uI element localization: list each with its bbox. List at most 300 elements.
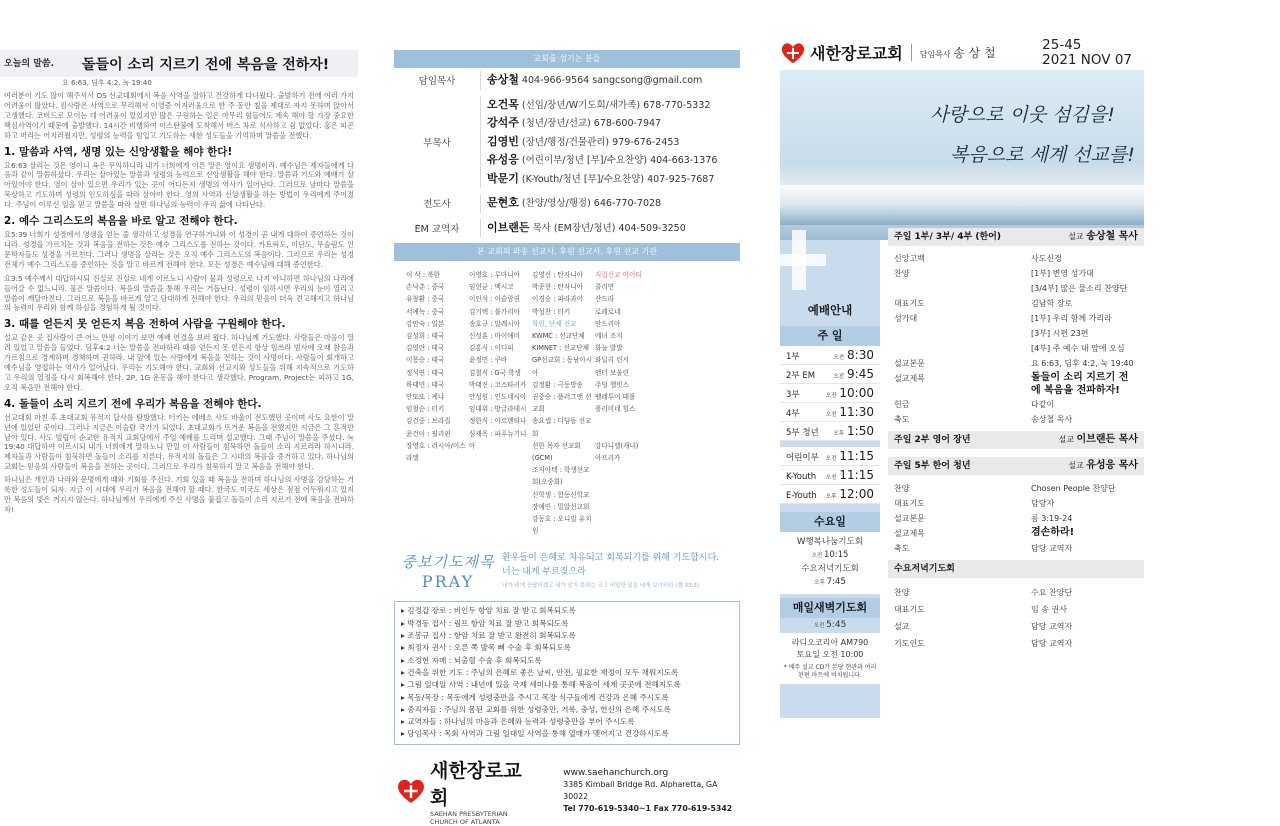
pray-verse-line-2: 너는 내게 부르짖으라 xyxy=(502,567,586,578)
sermon-point-3-text: 설교 같은 곳 집사람이 큰 어느 만평 이야기 보면 예배 연결을 보러 왔다. 하나님께 기도했다. 사람들은 마음이 열려 있었고 말씀을 들었다. 딤후4:2 너는 말씀을 전파하라 때를 얻든지 못 얻든지 항상 힘쓰라 범사에 오래 참음과 가르침으로 경계하며 경책하며 권하라. 내 앞에 있는 사람에게 복음을 전하는 것이 사명이다. 사람들이 회개하고 예수님을 영접하는 역사가 일어났다. 우리는 기도해야 한다. 교회와 선교지와 성도들을 위해 지속적으로 기도하고 우리의 열정을 다시 회복해야 한다. 2P, 1G 운동을 해야 한다고 생각했다. Program, Project는 피하고 1G, 오직 복음만 전해야 한다. xyxy=(4,333,354,392)
order-key: 축도 xyxy=(894,415,910,424)
missions-column xyxy=(406,269,469,537)
sermon-point-1-title: 1. 말씀과 사역, 생명 있는 신앙생활을 해야 한다! xyxy=(4,145,233,158)
service-time xyxy=(826,485,874,507)
order-value: [1부] 변영 성가대 xyxy=(1031,269,1094,278)
issue-date-text: 2021 NOV 07 xyxy=(1042,51,1132,68)
order-key xyxy=(894,341,1031,356)
staff-row xyxy=(394,96,740,189)
order-row xyxy=(888,601,1144,618)
mission-item: 엔터 보울린 xyxy=(595,368,629,377)
banner-line-2: 복음으로 세계 선교를! xyxy=(950,144,1135,166)
order-value: 담당 교역자 xyxy=(1031,622,1073,631)
bullet-icon: ▸ xyxy=(401,704,408,714)
prayer-item xyxy=(401,704,735,716)
order-value: 담당 교역자 xyxy=(1031,639,1073,648)
service-row xyxy=(780,447,880,466)
order-key: 설교본문 xyxy=(894,514,925,523)
prayer-item xyxy=(401,728,735,740)
mission-item xyxy=(595,415,685,427)
service-clock: 12:00 xyxy=(839,487,874,501)
radio-station: 라디오코리아 AM790 xyxy=(791,638,869,647)
staff-role: 전도사 xyxy=(423,199,451,211)
staff-line xyxy=(487,170,740,189)
staff-name: 유성응 xyxy=(487,153,519,166)
staff-bar: 교회를 섬기는 분들 xyxy=(394,50,740,68)
sermon-point-1-text: 요6:63 살리는 것은 영이니 육은 무익하니라 내가 너희에게 이른 말은 영이요 생명이라. 예수님은 제자들에게 다음과 같이 말씀하셨다. 우리는 살아있는 말씀과 성령의 능력으로 신앙생활을 해야 한다. 말씀과 기도와 예배가 살아있어야 한다. 영이 살아 있으면 우리가 있는 곳이 어디든지 생명의 역사가 일어난다. 그러므로 날마다 말씀을 묵상하고 기도하며 성령의 인도하심을 따라 살아야 한다. 영의 사역과 신앙생활을 하는 방법이 우리에게 주어졌다. 주님이 이루신 일을 믿고 말씀을 따라 살면 하나님의 능력이 우리 삶에 나타난다. xyxy=(4,160,354,210)
mission-item: 강동호 : 오니빌 유치원 xyxy=(532,515,592,536)
mission-item: 박성찬 : 터키 xyxy=(532,307,571,316)
service-ampm: 오전 xyxy=(825,412,837,418)
missions-column xyxy=(532,269,595,537)
prayer-text: 박경동 집사 : 림프 항암 치료 잘 받고 회복되도록 xyxy=(407,618,569,628)
prayer-text: 중직자들 : 주님의 몸된 교회를 위한 성령충만, 거룩, 충성, 헌신의 은혜 주시도록 xyxy=(407,704,671,714)
mission-item: 김건중 : 브라질 xyxy=(406,417,451,426)
staff-name: 오건목 xyxy=(487,97,519,111)
bullet-icon: ▸ xyxy=(401,618,408,628)
mission-item: 정한식 : 아르헨티나 xyxy=(469,417,527,426)
service-name: 3부 xyxy=(786,390,800,400)
order-value: 사도신경 xyxy=(1031,254,1062,263)
mission-item: 안또또 : 케냐 xyxy=(406,393,445,402)
bullet-icon: ▸ xyxy=(401,680,408,690)
service-name: 어린이부 xyxy=(786,453,819,463)
sermon-reference: 요 6:63, 딤후 4:2, 눅 19:40 xyxy=(62,79,152,87)
service-clock: 1:50 xyxy=(847,424,874,438)
mission-item: 김홍식 : 이디피 xyxy=(469,344,514,353)
prayer-item xyxy=(401,679,735,691)
staff-lines xyxy=(480,194,740,213)
prayer-text: 조봉규 집사 : 항암 치료 잘 받고 완전히 회복되도록 xyxy=(407,631,576,641)
mission-item: 조지아텍 : 학생선교회(오중회) xyxy=(532,466,590,487)
mission-item: 이영호 : 루마니아 xyxy=(469,271,521,279)
middle-column xyxy=(394,50,740,826)
staff-line xyxy=(487,71,740,90)
prayer-item xyxy=(401,667,735,679)
service-name: K-Youth xyxy=(786,472,817,482)
order-key xyxy=(894,326,1031,341)
mission-item xyxy=(595,428,685,440)
sermon-point-4-text: 선교대회 마친 후 초대교회 유적지 답사를 탐방했다. 터키는 에베소 사도 바울이 전도했던 곳이며 사도 요한이 말년에 있었던 곳이다. 그러나 지금은 이슬람 국가가 되었다. 초대교회가 뜨거운 복음을 전했지만 지금은 그 흔적만 남아 있다. 사도 빌립이 순교한 유적지 교회당에서 주일 예배를 드리며 설교했다. 그때 주님이 말씀을 주셨다. 눅19:40 대답하여 이르시되 내가 너희에게 말하노니 만일 이 사람들이 침묵하면 돌들이 소리 지르리라 하시니라. 제자들과 사람들이 침묵하면 돌들이 소리를 지른다. 유적지의 돌들은 그 시대의 복음을 증거하고 있다. 하나님의 교회는 믿음의 사람들이 복음을 전하는 곳이다. 그러므로 우리가 침묵하지 말고 복음을 전해야 한다. xyxy=(4,412,354,472)
sermon-title: 돌들이 소리 지르기 전에 복음을 전하자! xyxy=(82,57,330,73)
order-value: 담당자 xyxy=(1031,499,1055,508)
order-key: 성가대 xyxy=(894,314,918,323)
bullet-icon: ▸ xyxy=(401,655,408,665)
sunday-title: 주 일 xyxy=(780,326,880,346)
staff-detail: (청년/장년/선교) 678-600-7947 xyxy=(518,118,662,129)
issue-number: 25-45 xyxy=(1042,36,1082,53)
sermon-point-2-text-b: 요3:5 예수께서 대답하시되 진실로 진실로 네게 이르노니 사람이 물과 성령으로 나지 아니하면 하나님의 나라에 들어갈 수 없느니라. 물은 말씀이다. 복음의 말씀을 통해 우리는 거듭난다. 성령이 임하시면 우리의 눈이 열리고 말씀이 깨달아진다. 그러므로 복음을 바르게 알고 담대하게 전해야 한다. 우리의 믿음이 더욱 견고해지고 하나님의 능력이 우리와 함께 하심을 경험하게 될 것이다. xyxy=(4,273,354,313)
mission-item: 직접선교 아이티 xyxy=(595,271,642,279)
order-row xyxy=(888,326,1144,341)
missions-grid xyxy=(394,261,740,537)
staff-detail: (장년/행정/건물관리) 979-676-2453 xyxy=(518,136,680,148)
mission-item: 안드리아 xyxy=(595,319,621,328)
mission-item: 김영란 : 태국 xyxy=(406,344,445,353)
service-name: 2부 EM xyxy=(786,371,816,381)
missions-column xyxy=(469,269,532,537)
staff-line xyxy=(487,151,740,170)
order-row xyxy=(888,341,1144,356)
staff-name: 강석주 xyxy=(487,116,519,129)
prayer-item xyxy=(401,692,735,704)
order-value: 돌들이 소리 지르기 전에 복음을 전파하자! xyxy=(1031,372,1129,396)
mission-item: 정석연 : 태국 xyxy=(406,368,445,377)
mission-item: 임대위 : 방글라데시 xyxy=(469,405,527,414)
pray-verse-ref: 내가 네게 응답하겠고 네가 알지 못하는 크고 비밀한 일을 네게 보이리라 (렘 33:3) xyxy=(502,583,700,590)
service-clock: 8:30 xyxy=(847,348,874,362)
order-value: [4부] 주 예수 내 맘에 오심 xyxy=(1031,344,1125,353)
order-row xyxy=(888,496,1144,511)
service-name: E-Youth xyxy=(786,491,817,501)
mission-item: 김영선 : 탄자니아 xyxy=(532,271,584,279)
order-value: 롬 3:19-24 xyxy=(1031,514,1073,523)
mission-item: GP선교회 : 동남아시아 xyxy=(532,356,593,377)
prayer-text: 목동/목장 : 목동에게 성령충만을 주시고 목장 식구들에게 건강과 은혜 주시도록 xyxy=(407,692,669,702)
service-ampm: 오전 xyxy=(825,475,837,481)
church-logo-icon xyxy=(396,777,426,805)
service-row xyxy=(780,365,880,384)
bullet-icon: ▸ xyxy=(401,717,408,727)
pray-verse-line-1: 환우들이 은혜로 치유되고 회복되기를 위해 기도합시다. xyxy=(502,553,720,564)
staff-detail: (찬양/영상/행정) 646-770-7028 xyxy=(518,198,662,209)
mission-item: 송요셉 : 디딤돌 선교회 xyxy=(532,417,592,438)
order-value: Chosen People 찬양단 xyxy=(1031,484,1116,493)
mission-item: 김정환 : 극동방송 xyxy=(532,380,584,389)
order-row xyxy=(888,511,1144,526)
staff-lines xyxy=(480,219,740,238)
mission-item: 주덩 헬빗스 xyxy=(595,380,629,389)
missions-column xyxy=(595,269,685,537)
mission-item: 신학생 : 합동신학교 xyxy=(532,490,590,499)
order-row xyxy=(888,584,1144,601)
mission-item: 콜리먼 xyxy=(595,283,615,292)
mission-item: 장영호 : 러시아/이스라엘 xyxy=(406,441,466,463)
header-church-name: 새한장로교회 xyxy=(810,44,903,63)
mission-item: 신성훈 : 마이애미 xyxy=(469,332,521,341)
worship-sidebar xyxy=(780,240,880,718)
bullet-icon: ▸ xyxy=(401,692,408,702)
footer-church-name: 새한장로교회 xyxy=(430,759,522,809)
service-name: 5부 청년 xyxy=(786,428,819,438)
header-pastor-label: 담임목사 xyxy=(919,50,951,59)
service-row xyxy=(780,403,880,422)
bulletin-header xyxy=(780,30,1140,75)
radio-info xyxy=(780,633,880,684)
mission-item: 이경승 : 파라과이 xyxy=(532,295,584,304)
order-value: 임 송 권사 xyxy=(1031,605,1067,614)
staff-role: 부목사 xyxy=(423,137,451,149)
order2-header: 주일 2부 영어 장년 설교 이브랜든 목사 xyxy=(888,431,1144,449)
prayer-text: 건축을 위한 기도 : 주님의 은혜로 좋은 날씨, 안전, 필요한 재정이 모두 채워지도록 xyxy=(407,667,679,677)
staff-role: 담임목사 xyxy=(418,76,456,88)
staff-line xyxy=(487,133,740,152)
order-row xyxy=(888,266,1144,281)
bullet-icon: ▸ xyxy=(401,606,408,616)
staff-detail: (어린이부/청년 [부]/수요찬양) 404-663-1376 xyxy=(518,155,718,166)
order-row xyxy=(888,635,1144,652)
prayer-item xyxy=(401,605,735,617)
mission-item: 강만숙 : 일본 xyxy=(406,319,445,328)
order-row xyxy=(888,356,1144,371)
cd-note: * 예주 설교 CD가 본당 현관과 여러 된편 마트에 비치됩니다. xyxy=(783,664,877,679)
service-clock: 11:15 xyxy=(839,468,874,482)
sermon-column xyxy=(0,50,358,718)
mission-item: 선한 목자 선교회(GCM) xyxy=(532,441,581,463)
pray-verse xyxy=(502,551,740,593)
order1-list xyxy=(888,246,1144,431)
mission-item: 서예녹 : 중국 xyxy=(406,307,445,316)
cross-graphic xyxy=(780,240,880,302)
staff-line xyxy=(487,96,740,115)
order-value: [1부] 우리 함께 가리라 xyxy=(1031,314,1112,323)
service-ampm: 오전 xyxy=(825,456,837,462)
mission-item: 윤건이 : 필리핀 xyxy=(406,429,451,438)
mission-item: 아프리카 xyxy=(595,454,621,463)
mission-item: KWMC : 선교단체 xyxy=(532,332,585,341)
footer-phone: Tel 770-619-5340~1 Fax 770-619-5342 xyxy=(563,803,733,813)
banner-image xyxy=(780,70,1144,240)
staff-detail: 404-966-9564 sangcsong@gmail.com xyxy=(518,75,703,86)
mission-item: 와딜리 린서 xyxy=(595,356,629,365)
order3-header: 주일 5부 한어 청년 설교 유성응 목사 xyxy=(888,457,1144,475)
header-pastor xyxy=(911,44,996,61)
footer-church-en-1: SAEHAN PRESBYTERIAN xyxy=(430,809,508,818)
mission-item: 에녀 조지 xyxy=(595,332,623,341)
mission-item: 안성원 : 인도네시아 xyxy=(469,393,527,402)
sermon-tag: 오늘의 말씀. xyxy=(4,59,55,69)
mission-item: 펠레투어 태롤 xyxy=(595,393,636,402)
staff-name: 송상철 xyxy=(487,73,519,86)
sermon-header xyxy=(0,50,358,77)
wed-service-2: 수요저녁기도회 xyxy=(801,564,859,574)
bullet-icon: ▸ xyxy=(401,729,408,739)
mission-item: 송호규 : 말레시아 xyxy=(469,319,521,328)
service-name: 4부 xyxy=(786,409,800,419)
bullet-icon: ▸ xyxy=(401,631,408,641)
staff-line xyxy=(487,114,740,133)
service-ampm: 오후 xyxy=(833,431,845,437)
order-row xyxy=(888,541,1144,556)
mission-item: 폴리미네 힐스 xyxy=(595,405,636,414)
footer-church-en-2: CHURCH OF ATLANTA xyxy=(430,817,500,826)
dawn-title: 매일새벽기도회 xyxy=(780,598,880,618)
staff-detail: (선임/장년/W기도회/새가족) 678-770-5332 xyxy=(518,99,711,111)
service-ampm: 오전 xyxy=(825,393,837,399)
staff-role: EM 교역자 xyxy=(414,223,460,235)
order-key: 대표기도 xyxy=(894,499,925,508)
mission-item: 김성희 : 태국 xyxy=(406,332,445,341)
sermon-intro: 여러분이 기도 많이 해주셔서 OS 선교대회에서 복음 사역을 잘하고 건강하게 다녀왔다. 출발하기 전에 여러 가지 어려움이 많았다. 짐사람은 사역으로 무리해서 이영증 어지러움으로 한 주 동안 침을 제대로 자지 못하며 앉아서 고생했다. 코비드로 모이는 데 어려움이 있었지만 많은 구원하는 일은 아무리 힘들어도 계속 해야 할 가장 중요한 핵심사역이기 때문에 출발했다. 14시간 비행하여 이스탄불에 도착해서 버스 차로 식사하고 쉼 없었다. 홍은 피곤하고 머리는 어지러웠지만, 성령의 능력을 힘입고 기도하는 새한 성도들을 기억하며 말씀을 전했다. xyxy=(4,91,354,140)
order-row xyxy=(888,311,1144,326)
mission-item: 이릉승 : 태국 xyxy=(406,356,445,365)
mission-item: 임철순 : 터키 xyxy=(406,405,445,414)
order4-list xyxy=(888,578,1144,658)
mission-item: 김철식 : G국 학생 xyxy=(469,368,521,377)
bullet-icon: ▸ xyxy=(401,667,408,677)
service-name: 1부 xyxy=(786,352,800,362)
footer-address: 3385 Kimball Bridge Rd. Alpharetta, GA 30022 xyxy=(563,779,718,801)
service-row xyxy=(780,384,880,403)
wed-service-1-time: 오전 10:15 xyxy=(811,550,849,560)
mission-item: 장애인 : 밀알선교회 xyxy=(532,502,590,511)
right-column xyxy=(780,30,1140,718)
order-key: 헌금 xyxy=(894,400,910,409)
service-clock: 11:15 xyxy=(839,449,874,463)
prayer-item xyxy=(401,655,735,667)
order4-header: 수요저녁기도회 xyxy=(888,560,1144,578)
wed-service-1: W행복나눔기도회 xyxy=(797,537,863,547)
prayer-text: 교역자들 : 하나님의 마음과 은혜와 능력과 성령충만을 부어 주시도록 xyxy=(407,717,635,727)
worship-title: 예배안내 xyxy=(807,303,853,317)
service-ampm: 오후 xyxy=(825,494,837,500)
mission-item: 임헌균 : 멕시코 xyxy=(469,283,514,292)
mission-item: 김기택 : 불가리아 xyxy=(469,307,521,316)
service-ampm: 오전 xyxy=(833,355,845,361)
prayer-item xyxy=(401,716,735,728)
staff-line xyxy=(487,194,740,213)
staff-row xyxy=(394,71,740,90)
staff-name: 김영빈 xyxy=(487,134,519,148)
mission-item: 윤정민 : 쿠바 xyxy=(469,356,508,365)
sermon-point-2-text: 요5:39 너희가 성경에서 영생을 얻는 줄 생각하고 성경을 연구하거니와 이 성경이 곧 내게 대하여 증언하는 것이니라. 성경을 가르치는 것과 복음을 전하는 것은 예수 그리스도를 전하는 것이다. 카트릭도, 이단도, 무슬림도 인문학자들도 성경을 가르친다. 그러나 생명을 살리는 것은 오직 예수 그리스도의 복음이다. 그러므로 우리는 성경 전체가 예수 그리스도를 증언하는 것을 알고 바르게 전해야 한다. 모든 성경은 예수님에 대해 증언한다. xyxy=(4,230,354,269)
staff-row xyxy=(394,219,740,238)
footer-contact xyxy=(563,767,740,815)
staff-name: 이브랜든 xyxy=(487,220,530,234)
order-value: 요 6:63, 딤후 4:2, 눅 19:40 xyxy=(1031,359,1134,368)
order-key: 신앙고백 xyxy=(894,254,925,263)
wednesday-title: 수요일 xyxy=(780,512,880,532)
mission-item: 산드라 xyxy=(595,295,615,304)
church-footer xyxy=(394,756,740,826)
service-clock: 10:00 xyxy=(839,386,874,400)
order1-header: 주일 1부/ 3부/ 4부 (한어) 설교 송상철 목사 xyxy=(888,228,1144,246)
issue-date xyxy=(1042,38,1132,68)
missions-bar: 본 교회의 파송 선교사, 후원 선교사, 후원 선교 기관 xyxy=(394,243,740,261)
wed-service-2-time: 오후 7:45 xyxy=(814,577,846,587)
order-key: 대표기도 xyxy=(894,605,925,614)
mission-item: 화늘 발발 xyxy=(595,344,623,353)
mission-item: 하태민 : 태국 xyxy=(406,380,445,389)
mission-item: 심재옥 : 파푸뉴기니아 xyxy=(469,429,527,450)
staff-lines xyxy=(480,96,740,189)
order-key: 대표기도 xyxy=(894,299,925,308)
prayer-text: 김정갑 장로 : 비인두 항암 치료 잘 받고 회복되도록 xyxy=(407,606,576,616)
order-row xyxy=(888,526,1144,541)
order-key: 축도 xyxy=(894,544,910,553)
footer-website[interactable]: www.saehanchurch.org xyxy=(563,767,669,778)
header-pastor-name: 송 상 철 xyxy=(953,46,996,60)
sermon-point-4-text-b: 하나님은 개인과 나라와 문명에게 때와 기회를 주신다. 기회 있을 때 복음을 전하며 하나님의 사명을 감당하는 거룩한 성도들이 되자. 지금 이 시대에 우리가 복음을 전해야 할 때다. 한국도 미국도 세상은 점점 어두워지고 있지만 복음의 빛은 꺼지지 않는다. 하나님께서 우리에게 주신 사명을 붙잡고 돌들이 소리 지르기 전에 복음을 전파하자! xyxy=(4,475,354,514)
order-key xyxy=(894,281,1031,296)
order-key: 설교본문 xyxy=(894,359,925,368)
order-value: 김남학 장로 xyxy=(1031,299,1073,308)
staff-row xyxy=(394,194,740,213)
order-row xyxy=(888,296,1144,311)
bullet-icon: ▸ xyxy=(401,643,408,653)
prayer-text: 최정자 권사 : 오른 쪽 발목 뼈 수술 후 회복되도록 xyxy=(407,643,571,653)
mission-item: 학원, 단체 선교 xyxy=(532,319,577,328)
mission-item: 이인석 : 이슬람권 xyxy=(469,295,521,304)
youth-services xyxy=(780,447,880,504)
mission-item: 권중승 : 플러그앤 선교회 xyxy=(532,393,592,414)
order-key: 설교제목 xyxy=(894,374,925,383)
order-value: 송상철 목사 xyxy=(1031,415,1073,424)
order-row xyxy=(888,371,1144,397)
sunday-services xyxy=(780,346,880,441)
mission-item: KIMNET : 선교단체 xyxy=(532,344,589,353)
banner-line-1: 사랑으로 이웃 섬김을! xyxy=(930,104,1115,126)
footer-logo-text xyxy=(430,756,537,826)
mission-item: 손낙춘 : 중국 xyxy=(406,283,445,292)
banner-waves xyxy=(780,185,1144,225)
dawn-time: 오전 5:45 xyxy=(813,620,847,630)
prayer-item xyxy=(401,642,735,654)
sermon-point-3-title: 3. 때를 얻든지 못 얻든지 복음 전하여 사람을 구원해야 한다. xyxy=(4,318,286,331)
service-row xyxy=(780,346,880,365)
prayer-item xyxy=(401,618,735,630)
sermon-point-4-title: 4. 돌들이 소리 지르기 전에 우리가 복음을 전해야 한다. xyxy=(4,397,262,410)
mission-item: 박종현 : 탄자니아 xyxy=(532,283,584,292)
order3-list xyxy=(888,475,1144,560)
order-value: 다같이 xyxy=(1031,400,1055,409)
order-value: 수요 찬양단 xyxy=(1031,588,1073,597)
order-value: 담당 교역자 xyxy=(1031,544,1073,553)
prayer-text: 담임목사 : 목회 사역과 그림 일대일 사역을 통해 열매가 맺어지고 건강하시도록 xyxy=(407,729,669,739)
mission-item: 강다니엘(캐냐) xyxy=(595,441,639,450)
prayer-text: 그림 일대일 사역 : 내년에 있을 국제 세미나를 통해 복음이 세계 곳곳에 전해지도록 xyxy=(407,680,681,690)
order-row xyxy=(888,618,1144,635)
staff-name: 문현호 xyxy=(487,196,519,209)
pray-logo-en: PRAY xyxy=(421,572,475,592)
order-row xyxy=(888,281,1144,296)
prayer-header xyxy=(394,537,740,593)
order-row xyxy=(888,481,1144,496)
staff-detail: (K-Youth/청년 [부]/수요찬양) 407-925-7687 xyxy=(518,173,715,185)
service-row xyxy=(780,485,880,504)
service-row xyxy=(780,466,880,485)
service-clock: 11:30 xyxy=(839,405,874,419)
order-value: [3/4부] 많은 물소리 찬양단 xyxy=(1031,284,1128,293)
service-clock: 9:45 xyxy=(847,367,874,381)
pray-logo-ko: 중보기도제목 xyxy=(401,553,495,572)
service-ampm: 오전 xyxy=(833,374,845,380)
order-key: 찬양 xyxy=(894,484,910,493)
staff-list xyxy=(394,68,740,237)
order-key: 찬양 xyxy=(894,588,910,597)
staff-name: 박문기 xyxy=(487,171,519,185)
wednesday-services xyxy=(780,532,880,594)
order-key: 찬양 xyxy=(894,269,910,278)
radio-time: 토요일 오전 10:00 xyxy=(796,650,864,659)
order-key: 설교 xyxy=(894,622,910,631)
mission-item: 이 삭 : 북한 xyxy=(406,271,440,279)
staff-detail: 목사 (EM장년/청년) 404-509-3250 xyxy=(529,222,686,234)
order-key: 설교제목 xyxy=(894,529,925,538)
church-logo-icon xyxy=(780,41,806,65)
order-value: [3부] 시편 23편 xyxy=(1031,329,1089,338)
mission-item: 유창환 : 중국 xyxy=(406,295,445,304)
service-time xyxy=(833,422,874,444)
pray-logo xyxy=(394,551,502,593)
prayer-text: 소정현 자매 : 뇌출혈 수술 후 회복되도록 xyxy=(407,655,542,665)
order-row xyxy=(888,251,1144,266)
mission-item: 박태진 : 코스타리카 xyxy=(469,380,527,389)
prayer-list xyxy=(394,601,740,744)
staff-lines xyxy=(480,71,740,90)
order-of-worship xyxy=(888,228,1144,658)
order-value: 겸손하라! xyxy=(1031,527,1075,538)
